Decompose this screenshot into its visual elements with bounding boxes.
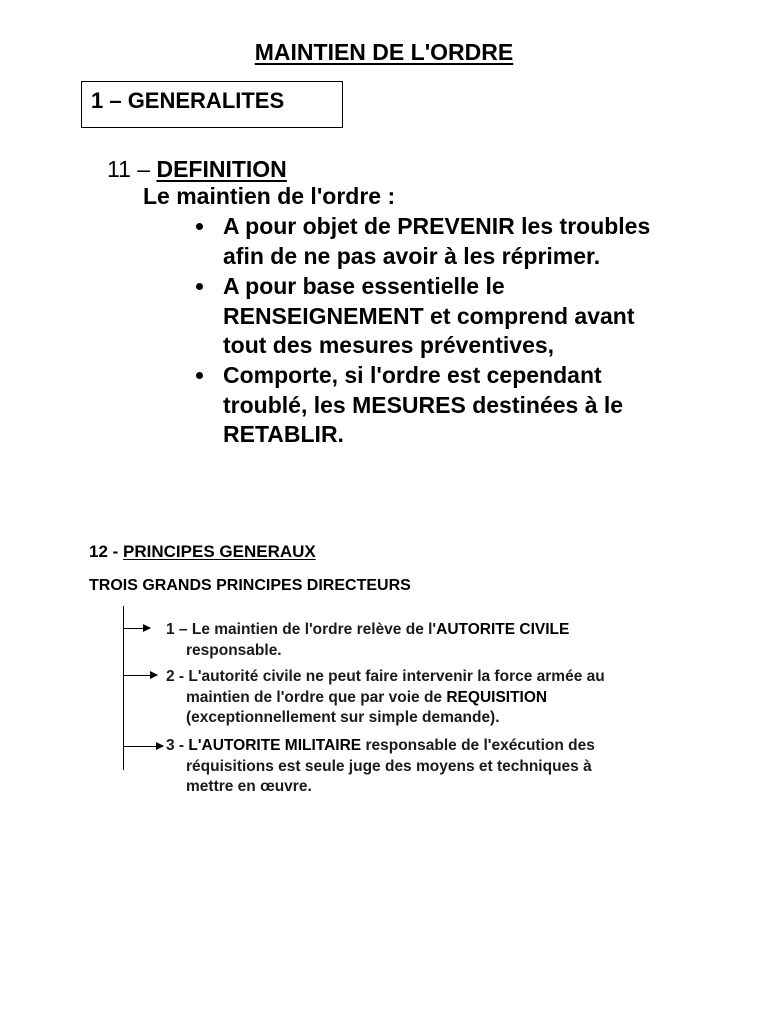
- principle-line: réquisitions est seule juge des moyens et techniques à: [186, 757, 592, 775]
- page-title-text: MAINTIEN DE L'ORDRE: [254, 39, 514, 65]
- subsection-11-title: DEFINITION: [156, 156, 287, 182]
- bullet-line: RENSEIGNEMENT et comprend avant: [223, 302, 635, 329]
- bullet-line: Comporte, si l'ordre est cependant: [223, 362, 602, 388]
- principle-line: responsable.: [186, 641, 282, 659]
- definition-intro: Le maintien de l'ordre :: [143, 183, 396, 209]
- bullet-line: tout des mesures préventives,: [223, 332, 555, 358]
- bullet-line: afin de ne pas avoir à les réprimer.: [223, 242, 601, 269]
- principle-keyword: REQUISITION: [446, 688, 548, 706]
- principle-line: (exceptionnellement sur simple demande).: [186, 709, 500, 726]
- principle-keyword: AUTORITE CIVILE: [436, 621, 570, 638]
- subsection-12-title: PRINCIPES GENERAUX: [123, 542, 316, 561]
- principle-text: Le maintien de l'ordre relève de l': [191, 621, 437, 638]
- principle-keyword: L'AUTORITE MILITAIRE: [188, 737, 362, 754]
- principle-item: [166, 736, 726, 798]
- arrow-right-icon: [123, 628, 150, 629]
- principle-number: 1 –: [166, 621, 192, 638]
- definition-bullet: [196, 361, 716, 450]
- bullet-dot-icon: [196, 223, 203, 230]
- principles-heading: TROIS GRANDS PRINCIPES DIRECTEURS: [89, 577, 411, 594]
- principle-item: [166, 620, 726, 661]
- definition-bullet: [196, 212, 716, 271]
- definition-bullet: [196, 272, 716, 361]
- subsection-12-number: 12 -: [89, 542, 124, 561]
- principle-line: mettre en œuvre.: [186, 778, 312, 795]
- bullet-line: troublé, les MESURES destinées à le: [223, 391, 624, 418]
- bullet-line: A pour base essentielle le: [223, 273, 505, 299]
- principle-item: [166, 667, 726, 729]
- page-title: [0, 38, 768, 66]
- principle-text: L'autorité civile ne peut faire intervenir la force armée au: [188, 668, 605, 685]
- principle-text: responsable de l'exécution des: [361, 737, 595, 754]
- principle-line: [166, 688, 726, 709]
- section-1-heading: 1 – GENERALITES: [91, 88, 285, 113]
- arrow-right-icon: [123, 675, 157, 676]
- subsection-11-number: 11 –: [107, 156, 157, 182]
- arrow-right-icon: [123, 746, 163, 747]
- principle-number: 2 -: [166, 668, 189, 685]
- subsection-12-heading: [89, 541, 316, 563]
- subsection-11-heading: [107, 155, 287, 183]
- principle-line: [166, 736, 726, 757]
- bullet-line: A pour objet de PREVENIR les troubles: [223, 213, 651, 239]
- bullet-dot-icon: [196, 283, 203, 290]
- principle-line: [166, 667, 726, 688]
- bullet-dot-icon: [196, 372, 203, 379]
- bullet-line: RETABLIR.: [223, 421, 344, 447]
- principle-line: [166, 620, 726, 641]
- principle-text: maintien de l'ordre que par voie de: [186, 688, 447, 706]
- principle-number: 3 -: [166, 737, 189, 754]
